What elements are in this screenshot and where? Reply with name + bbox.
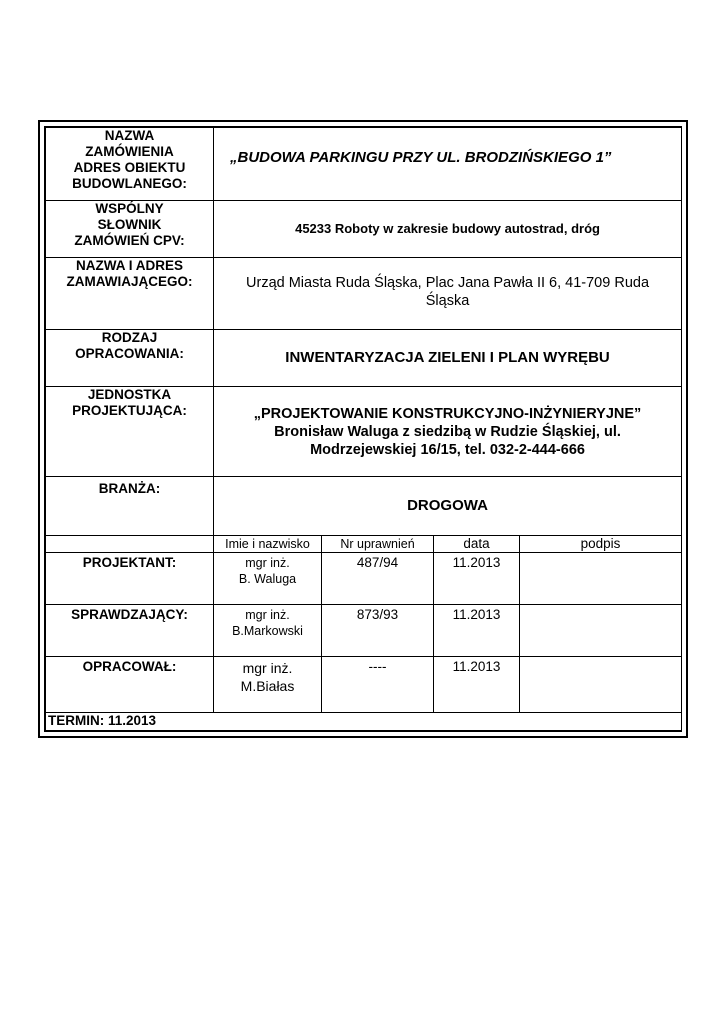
header-date: data	[434, 535, 520, 552]
opracowal-signature	[520, 657, 682, 712]
opracowal-date: 11.2013	[434, 657, 520, 712]
row-cpv	[46, 201, 682, 257]
sprawdzajacy-license: 873/93	[322, 605, 434, 657]
row-projektant	[46, 552, 682, 604]
sprawdzajacy-date: 11.2013	[434, 605, 520, 657]
sprawdzajacy-signature	[520, 605, 682, 657]
sprawdzajacy-name	[214, 605, 322, 657]
cpv-label-line: SŁOWNIK	[97, 217, 162, 233]
zamawiajacy-label	[46, 257, 214, 329]
projektant-name	[214, 552, 322, 604]
row-zamawiajacy	[46, 257, 682, 329]
nazwa-label-line: BUDOWLANEGO:	[72, 176, 187, 191]
header-signature: podpis	[520, 535, 682, 552]
rodzaj-label-line: OPRACOWANIA:	[75, 346, 184, 362]
sprawdzajacy-name-line: B.Markowski	[232, 624, 303, 639]
projektant-role: PROJEKTANT:	[46, 552, 214, 604]
rodzaj-label	[46, 330, 214, 386]
signature-header-empty	[46, 535, 214, 552]
zamawiajacy-label-line: NAZWA I ADRES	[76, 257, 183, 273]
nazwa-label-line: ZAMÓWIENIA	[85, 144, 174, 159]
title-page-table	[45, 127, 682, 731]
branza-value: DROGOWA	[214, 477, 682, 535]
row-jednostka	[46, 386, 682, 477]
projektant-signature	[520, 552, 682, 604]
zamawiajacy-value	[214, 257, 682, 329]
jednostka-value-line: Bronisław Waluga z siedzibą w Rudzie Śląskiej, ul.	[274, 423, 621, 440]
opracowal-license: ----	[322, 657, 434, 712]
rodzaj-label-line: RODZAJ	[101, 330, 158, 346]
row-signature-headers	[46, 535, 682, 552]
jednostka-value-line: Modrzejewskiej 16/15, tel. 032-2-444-666	[310, 441, 585, 458]
jednostka-label-line: PROJEKTUJĄCA:	[72, 402, 187, 418]
header-name: Imie i nazwisko	[214, 535, 322, 552]
jednostka-label	[46, 386, 214, 477]
opracowal-role: OPRACOWAŁ:	[46, 657, 214, 712]
cpv-label	[46, 201, 214, 257]
row-nazwa	[46, 128, 682, 201]
projektant-license: 487/94	[322, 552, 434, 604]
projektant-name-line: mgr inż.	[245, 555, 290, 570]
nazwa-value: „BUDOWA PARKINGU PRZY UL. BRODZIŃSKIEGO 1”	[230, 149, 612, 166]
row-sprawdzajacy	[46, 605, 682, 657]
branza-label: BRANŻA:	[46, 477, 214, 535]
zamawiajacy-label-line: ZAMAWIAJĄCEGO:	[66, 273, 193, 289]
rodzaj-value: INWENTARYZACJA ZIELENI I PLAN WYRĘBU	[214, 330, 682, 386]
nazwa-value-cell	[214, 128, 682, 201]
row-branza	[46, 477, 682, 535]
cpv-label-line: WSPÓLNY	[95, 201, 164, 217]
projektant-name-line: B. Waluga	[238, 571, 297, 586]
zamawiajacy-value-line: Śląska	[425, 292, 470, 309]
projektant-date: 11.2013	[434, 552, 520, 604]
jednostka-label-line: JEDNOSTKA	[87, 386, 172, 402]
jednostka-value	[214, 386, 682, 477]
title-page-inner-frame	[44, 126, 682, 732]
row-rodzaj	[46, 330, 682, 386]
zamawiajacy-value-line: Urząd Miasta Ruda Śląska, Plac Jana Pawła II 6, 41-709 Ruda	[246, 274, 650, 291]
jednostka-value-line: „PROJEKTOWANIE KONSTRUKCYJNO-INŻYNIERYJNE”	[253, 405, 642, 422]
sprawdzajacy-name-line: mgr inż.	[245, 608, 290, 623]
cpv-label-line: ZAMÓWIEŃ CPV:	[74, 233, 185, 249]
title-page-frame	[38, 120, 688, 738]
termin: TERMIN: 11.2013	[46, 712, 682, 730]
nazwa-label-line: ADRES OBIEKTU	[73, 160, 186, 175]
opracowal-name-line: M.Białas	[240, 678, 295, 695]
nazwa-label	[46, 128, 214, 201]
sprawdzajacy-role: SPRAWDZAJĄCY:	[46, 605, 214, 657]
opracowal-name-line: mgr inż.	[242, 660, 293, 677]
opracowal-name	[214, 657, 322, 712]
row-termin	[46, 712, 682, 730]
cpv-value: 45233 Roboty w zakresie budowy autostrad, dróg	[214, 201, 682, 257]
row-opracowal	[46, 657, 682, 712]
nazwa-label-line: NAZWA	[104, 128, 155, 143]
header-license: Nr uprawnień	[322, 535, 434, 552]
